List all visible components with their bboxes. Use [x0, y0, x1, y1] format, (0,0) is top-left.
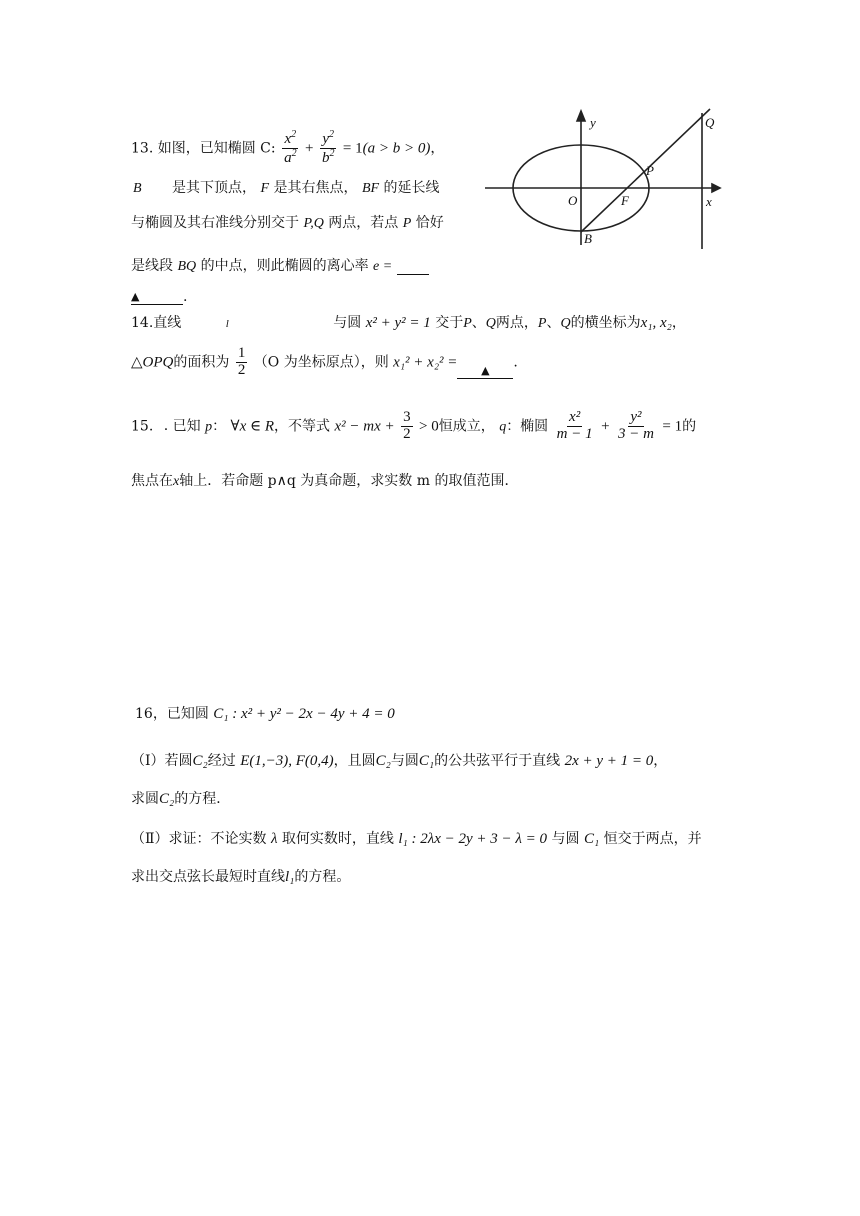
part-2-label: （Ⅱ） [131, 831, 169, 847]
q16-text: ， [653, 753, 668, 769]
label-x: x [706, 194, 712, 209]
q16-text: 求圆 [131, 791, 159, 807]
answer-blank [131, 288, 183, 305]
q15-dot: . [163, 418, 169, 435]
part-1-label: （Ⅰ） [131, 753, 165, 769]
q15-ellipse-y [616, 410, 656, 443]
q14-P: P [537, 316, 547, 331]
q14-text: （O 为坐标原点），则 [253, 354, 389, 371]
q14-sep: 、 [546, 315, 561, 331]
q16-number: 16， [135, 706, 167, 722]
q16-text: 经过 [207, 753, 236, 769]
q15-x: x [173, 474, 180, 489]
q14-triangle: △OPQ [131, 354, 174, 371]
q16-l1: l₁ [285, 869, 295, 885]
q13-text: 恰好 [415, 215, 444, 231]
q16-text: 的方程． [174, 791, 231, 807]
q13-text: 是其右焦点， [273, 180, 358, 196]
label-Q: Q [705, 115, 715, 130]
q16-text: 求出交点弦长最短时直线 [131, 869, 285, 885]
q14-text: 交于 [435, 315, 464, 331]
ellipse-fraction-x: $\frac{x^2}{a^2}$ [284, 129, 297, 166]
period: . [183, 289, 188, 305]
q15-ellipse-x [555, 410, 595, 443]
label-O: O [568, 193, 578, 208]
q16-text: 取何实数时，直线 [281, 831, 394, 847]
q16-text: 的公共弦平行于直线 [434, 753, 561, 769]
q15-frac [401, 410, 413, 443]
q15-q: q [499, 419, 507, 435]
q15-text: 焦点在 [131, 473, 173, 489]
q16-text: 与圆 [551, 831, 580, 847]
q13-text: 是其下顶点， [172, 180, 257, 196]
q16-text: 已知圆 [166, 706, 209, 722]
frac-den: 2 [403, 425, 411, 442]
q14-Q: Q [560, 316, 571, 331]
q16-line-eq: 2x + y + 1 = 0 [564, 753, 654, 769]
frac-num: x² [569, 409, 581, 425]
ellipse-fraction-y: $\frac{y^2}{b^2}$ [321, 129, 335, 166]
q16-C1: C₁ [418, 753, 435, 769]
y-axis-arrow [577, 111, 585, 121]
q13-e: e = [373, 259, 393, 274]
q15-forall: ∀x ∈ R [230, 418, 275, 435]
label-F: F [621, 193, 629, 208]
q15-p: p [205, 419, 213, 435]
q13-intro: 如图，已知椭圆 C: [157, 140, 276, 157]
q15-colon: ： [212, 418, 227, 435]
q14-half [236, 346, 248, 379]
q13-text: 与椭圆及其右准线分别交于 [131, 215, 299, 231]
q15-ineq: x² − mx + [334, 418, 395, 435]
q14-l: l [225, 318, 229, 330]
q14-number: 14. [131, 315, 154, 331]
q16-points: E(1,−3), F(0,4) [240, 753, 334, 769]
x-axis-arrow [712, 184, 720, 192]
frac-den: m − 1 [556, 425, 593, 442]
q14-sum: x₁² + x₂² = [393, 354, 458, 371]
q13-text: 的延长线 [383, 180, 440, 196]
answer-blank [397, 274, 429, 275]
q14-text: 与圆 [333, 315, 362, 331]
q16-text: 求证：不论实数 [168, 831, 267, 847]
answer-mark: ▲ [131, 290, 140, 303]
q13-F: F [260, 181, 270, 196]
q13-text: 的中点，则此椭圆的离心率 [200, 258, 369, 274]
q16-text: 与圆 [390, 753, 419, 769]
label-y: y [590, 115, 596, 130]
q14-x1x2: x₁, x₂ [640, 315, 672, 331]
q14-text: 两点， [495, 315, 538, 331]
q13-P: P [402, 216, 412, 231]
q14-P: P [463, 316, 472, 331]
q15-ineq: > 0 [419, 418, 439, 435]
frac-num: 3 [403, 409, 411, 425]
q16-C2: C₂ [159, 791, 175, 807]
q13-B: B [133, 181, 142, 196]
q14-sep: 、 [471, 315, 486, 331]
q15-text: ：椭圆 [506, 418, 549, 435]
q14-text: 直线 [153, 315, 182, 331]
q13-text: 两点，若点 [328, 215, 399, 231]
q14-circle: x² + y² = 1 [365, 315, 431, 331]
q16-C1: C₁ [583, 831, 600, 847]
q16-C2: C₂ [192, 753, 208, 769]
q16-text: ，且圆 [333, 753, 376, 769]
half-num: 1 [237, 345, 246, 361]
q15-text: ，不等式 [274, 418, 331, 435]
q16-lambda: λ [270, 831, 278, 847]
q15-text: 的 [682, 418, 697, 435]
label-P: P [646, 163, 654, 178]
q16-circle-eq: C₁ : x² + y² − 2x − 4y + 4 = 0 [213, 706, 395, 722]
q13-BQ: BQ [177, 259, 197, 274]
q16-text: 若圆 [164, 753, 193, 769]
ellipse-figure [480, 105, 730, 255]
q16-text: 的方程。 [294, 869, 351, 885]
answer-mark: ▲ [481, 363, 490, 377]
q14-Q: Q [485, 316, 496, 331]
q16-text: 恒交于两点，并 [603, 831, 702, 847]
period: . [513, 354, 518, 371]
answer-blank [457, 362, 513, 379]
frac-den: 3 − m [617, 425, 654, 442]
q15-text: 已知 [172, 418, 201, 435]
frac-num: y² [630, 409, 642, 425]
q14-comma: ， [671, 315, 686, 331]
label-B: B [584, 231, 592, 246]
q15-plus: + [601, 418, 610, 435]
q15-text: 恒成立， [438, 418, 495, 435]
q13-PQ: P,Q [303, 216, 324, 231]
q14-text: 的面积为 [173, 354, 230, 371]
q16-C2: C₂ [375, 753, 391, 769]
q13-condition: (a > b > 0) [362, 140, 431, 157]
q14-text: 的横坐标为 [570, 315, 641, 331]
half-den: 2 [237, 361, 246, 378]
q13-number: 13. [131, 140, 154, 157]
q16-l1-eq: l₁ : 2λx − 2y + 3 − λ = 0 [398, 831, 548, 847]
q13-BF: BF [361, 181, 380, 196]
q13-text: 是线段 [131, 258, 173, 274]
q15-eq: = 1 [662, 418, 683, 435]
q15-number: 15. [131, 418, 154, 435]
q15-text: 轴上．若命题 p∧q 为真命题，求实数 m 的取值范围． [179, 473, 519, 489]
